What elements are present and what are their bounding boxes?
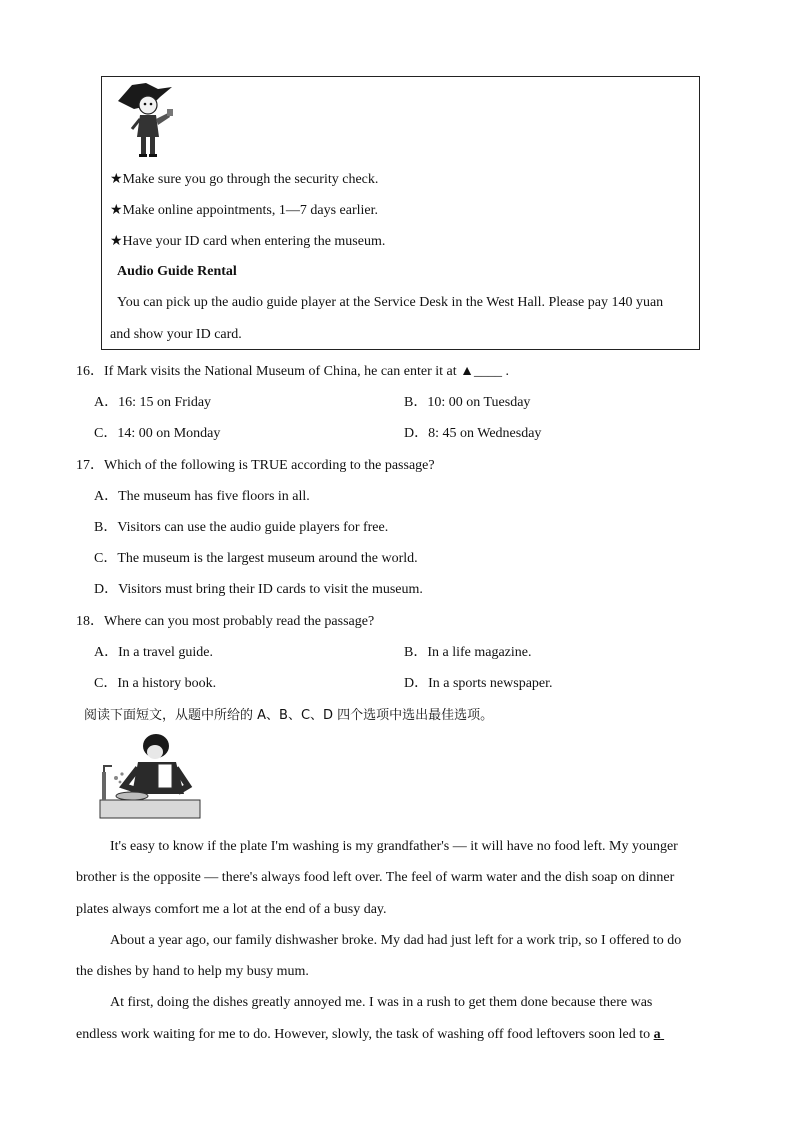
question-stem: 16．If Mark visits the National Museum of China, he can enter it at ▲____ . [76,364,509,379]
option-a[interactable]: A．The museum has five floors in all. [94,489,310,504]
question-stem: 18．Where can you most probably read the passage? [76,614,375,629]
passage-line: At first, doing the dishes greatly annoyed me. I was in a rush to get them done because there was [110,995,653,1010]
passage-line: It's easy to know if the plate I'm washing is my grandfather's — it will have no food left. My younger [110,839,678,854]
option-c[interactable]: C．In a history book. [94,676,217,691]
option-d[interactable]: D．Visitors must bring their ID cards to visit the museum. [94,582,423,597]
blank-underline [661,1027,665,1042]
option-b[interactable]: B．10: 00 on Tuesday [404,395,531,410]
option-c[interactable]: C．14: 00 on Monday [94,426,221,441]
guide-girl-illustration [112,79,180,161]
section-text: You can pick up the audio guide player at the Service Desk in the West Hall. Please pay 140 yuan [117,295,664,310]
rule-line: ★Have your ID card when entering the museum. [110,234,386,249]
passage-line-text: endless work waiting for me to do. However, slowly, the task of washing off food leftovers soon led to [76,1027,651,1042]
passage-line: plates always comfort me a lot at the end of a busy day. [76,902,387,917]
passage-line: brother is the opposite — there's always food left over. The feel of warm water and the dish soap on dinner [76,870,675,885]
option-b[interactable]: B．Visitors can use the audio guide players for free. [94,520,389,535]
notice-box [101,76,700,350]
reading-instruction: 阅读下面短文，从题中所给的 A、B、C、D 四个选项中选出最佳选项。 [84,708,494,723]
washing-dishes-illustration [98,730,202,822]
option-a[interactable]: A．In a travel guide. [94,645,213,660]
question-stem: 17．Which of the following is TRUE according to the passage? [76,458,435,473]
passage-line [76,1027,664,1043]
option-d[interactable]: D．8: 45 on Wednesday [404,426,542,441]
passage-line: the dishes by hand to help my busy mum. [76,964,309,979]
option-c[interactable]: C．The museum is the largest museum around the world. [94,551,418,566]
blank-word: a [653,1027,661,1042]
rule-line: ★Make sure you go through the security check. [110,172,379,187]
option-b[interactable]: B．In a life magazine. [404,645,532,660]
option-a[interactable]: A．16: 15 on Friday [94,395,212,410]
option-d[interactable]: D．In a sports newspaper. [404,676,553,691]
passage-line: About a year ago, our family dishwasher broke. My dad had just left for a work trip, so I offered to do [110,933,682,948]
rule-line: ★Make online appointments, 1—7 days earlier. [110,203,378,218]
section-title: Audio Guide Rental [117,264,237,279]
section-text: and show your ID card. [110,327,242,342]
